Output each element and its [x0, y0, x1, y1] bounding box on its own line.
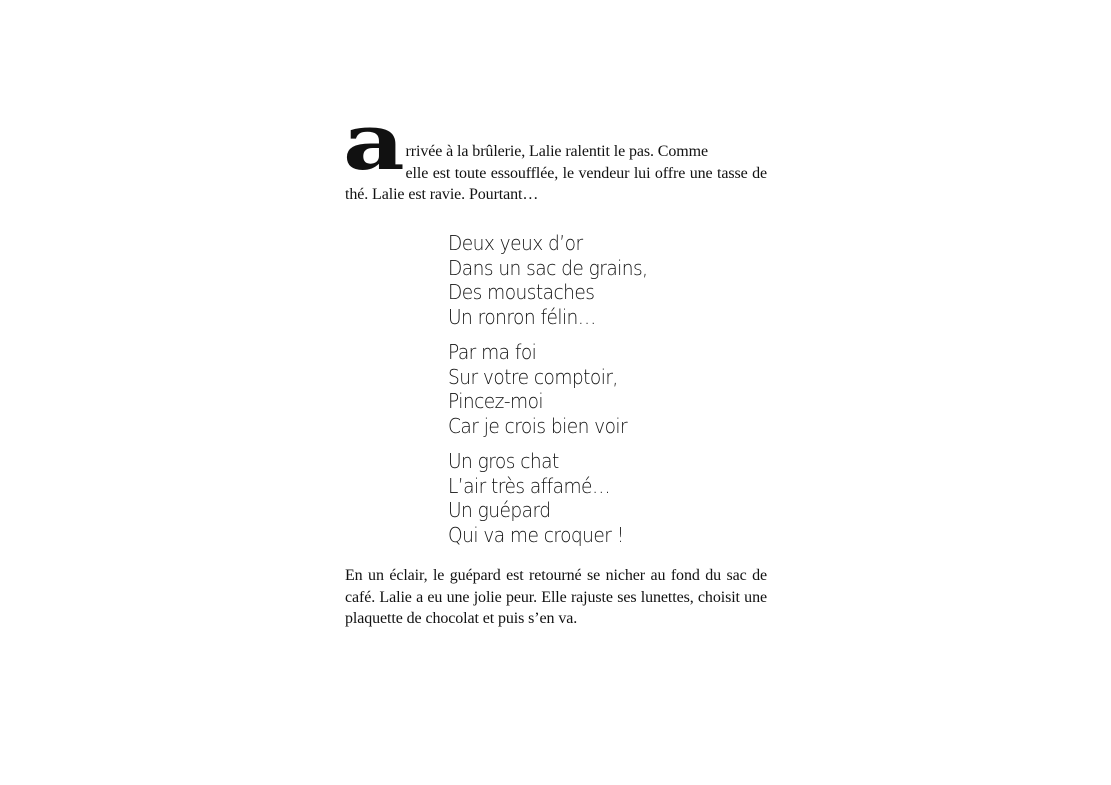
poem — [448, 231, 647, 558]
stanza-2 — [448, 340, 647, 438]
verse: Sur votre comptoir, — [448, 364, 618, 389]
outro-paragraph: En un éclair, le guépard est retourné se nicher au fond du sac de café. Lalie a eu une jolie peur. Elle rajuste ses lunettes, choisit une plaquette de chocolat et puis s’en va. — [345, 567, 767, 627]
intro-paragraph — [343, 97, 767, 206]
drop-cap-letter: a — [343, 97, 402, 188]
intro-first-line: rrivée à la brûlerie, Lalie ralentit le pas. Comme — [405, 143, 708, 160]
verse: Un guépard — [448, 498, 551, 522]
stanza-3 — [448, 449, 647, 547]
stanza-1 — [448, 231, 647, 329]
verse: Pincez-moi — [448, 389, 544, 413]
verse: Car je crois bien voir — [448, 413, 628, 438]
verse: Deux yeux d’or — [448, 231, 583, 255]
verse: Dans un sac de grains, — [448, 255, 648, 280]
verse: Des moustaches — [448, 280, 595, 304]
verse: Qui va me croquer ! — [448, 522, 624, 547]
verse: Par ma foi — [448, 340, 537, 364]
verse: Un gros chat — [448, 449, 559, 473]
verse: Un ronron félin… — [448, 304, 596, 329]
intro-text: elle est toute essoufflée, le vendeur lui offre une tasse de thé. Lalie est ravie. Pourtant… — [345, 164, 767, 203]
verse: L’air très affamé… — [448, 473, 610, 498]
